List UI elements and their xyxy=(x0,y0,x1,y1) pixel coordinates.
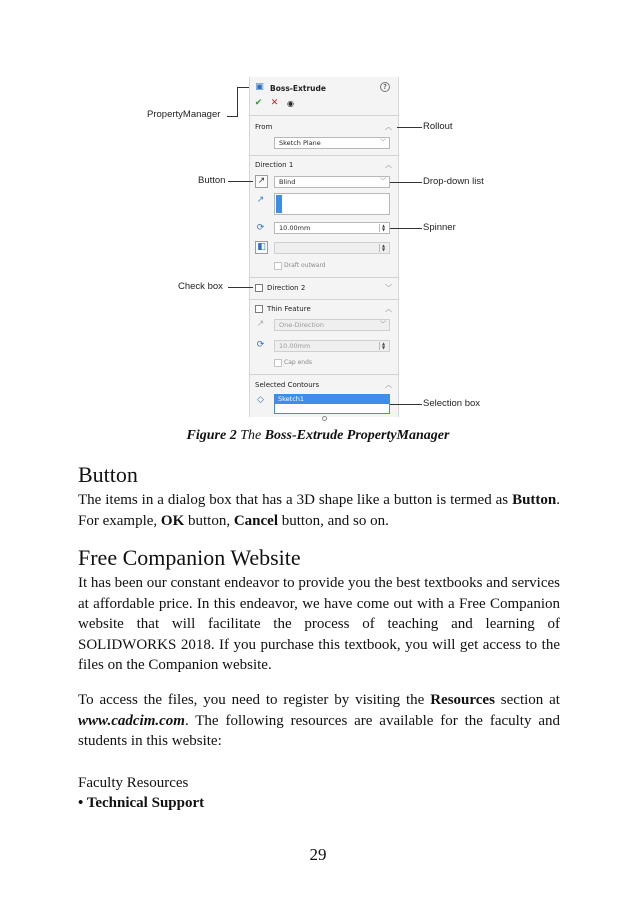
text-run-bold: Button xyxy=(512,492,557,508)
separator xyxy=(250,277,398,278)
chevron-up-icon[interactable]: ︿ xyxy=(385,305,392,313)
callout-check-box: Check box xyxy=(178,281,223,292)
callout-drop-down-list: Drop-down list xyxy=(423,176,484,187)
thin-feature-header: Thin Feature xyxy=(267,305,311,313)
preview-eye-icon[interactable]: ◉ xyxy=(287,99,294,108)
chevron-down-icon: ﹀ xyxy=(379,139,386,146)
end-condition-dropdown[interactable] xyxy=(274,176,390,188)
text-run: section at xyxy=(494,692,560,708)
caption-title: Boss-Extrude PropertyManager xyxy=(264,428,450,443)
website-link[interactable]: www.cadcim.com xyxy=(78,712,185,729)
direction2-header: Direction 2 xyxy=(267,284,306,292)
separator xyxy=(250,299,398,300)
chevron-down-icon[interactable]: ﹀ xyxy=(385,284,392,292)
draft-outward-checkbox xyxy=(274,262,282,270)
thin-type-value: One-Direction xyxy=(279,321,324,329)
draft-button[interactable]: ◧ xyxy=(255,241,268,254)
leader-line xyxy=(237,87,249,88)
separator xyxy=(250,115,398,116)
chevron-up-icon[interactable]: ︿ xyxy=(385,381,392,389)
ok-icon[interactable]: ✔ xyxy=(254,98,263,108)
leader-line xyxy=(228,287,253,288)
callout-property-manager: PropertyManager xyxy=(147,109,221,120)
help-icon[interactable]: ? xyxy=(380,82,390,92)
leader-line xyxy=(227,116,237,117)
figure-caption xyxy=(0,428,636,444)
selected-contours-header: Selected Contours xyxy=(255,381,320,389)
text-run: . The following resources are available for the faculty and students in this website: xyxy=(78,712,560,749)
cancel-icon[interactable]: ✕ xyxy=(270,98,279,108)
text-run: The items in a dialog box that has a 3D shape like a button is termed as xyxy=(78,492,513,508)
text-run: . For example, xyxy=(78,492,560,529)
thin-depth-value: 10.00mm xyxy=(279,342,311,350)
thin-depth-spinner xyxy=(274,340,390,352)
leader-line xyxy=(390,404,422,405)
from-value: Sketch Plane xyxy=(279,139,321,147)
leader-line xyxy=(397,127,422,128)
bullet-technical-support: • Technical Support xyxy=(78,795,205,811)
caption-figure-label: Figure 2 xyxy=(186,428,237,443)
callout-spinner: Spinner xyxy=(423,222,456,233)
button-heading: Button xyxy=(78,462,138,487)
from-header: From xyxy=(255,123,273,131)
selected-item[interactable]: Sketch1 xyxy=(278,395,305,403)
depth-spinner[interactable] xyxy=(274,222,390,234)
separator xyxy=(250,155,398,156)
thin-feature-checkbox[interactable] xyxy=(255,305,263,313)
text-run: To access the files, you need to register by visiting the xyxy=(78,692,431,708)
callout-rollout: Rollout xyxy=(423,121,453,132)
reverse-direction-button[interactable]: ↗ xyxy=(255,175,268,188)
direction-selection-box[interactable] xyxy=(274,193,390,215)
leader-line xyxy=(390,182,422,183)
boss-extrude-icon: ▣ xyxy=(255,82,264,92)
property-manager-panel xyxy=(249,77,399,417)
chevron-down-icon: ﹀ xyxy=(379,178,386,185)
selection-highlight xyxy=(276,195,282,213)
text-run-bold: Cancel xyxy=(233,512,279,529)
text-run-bold: Resources xyxy=(430,692,495,708)
text-run: button, and so on. xyxy=(278,512,389,529)
caption-the: The xyxy=(236,428,265,443)
depth-icon: ⟳ xyxy=(256,223,265,233)
leader-line xyxy=(390,228,422,229)
text-run-bold: OK xyxy=(160,512,185,529)
chevron-down-icon: ﹀ xyxy=(379,321,386,328)
draft-angle-spinner xyxy=(274,242,390,254)
spinner-arrows-icon[interactable]: ▲ ▼ xyxy=(379,224,387,232)
thin-type-dropdown xyxy=(274,319,390,331)
resize-handle[interactable] xyxy=(322,416,327,421)
pm-title: Boss-Extrude xyxy=(270,84,326,93)
spinner-arrows-icon: ▲ ▼ xyxy=(379,244,387,252)
faculty-resources-label: Faculty Resources xyxy=(78,775,189,791)
separator xyxy=(250,374,398,375)
thickness-icon: ⟳ xyxy=(256,340,265,350)
end-condition-value: Blind xyxy=(279,178,296,186)
direction1-header: Direction 1 xyxy=(255,161,294,169)
text-run: button, xyxy=(184,512,234,529)
page-number: 29 xyxy=(309,845,327,864)
website-paragraph-1: It has been our constant endeavor to provide you the best textbooks and services at affordable price. In this endeavor, we have come out with a Free Companion website that will facilitate the process of teaching and learning of SOLIDWORKS 2018. If you purchase this textbook, you will get access to the files on the Companion website. xyxy=(78,575,560,673)
figure-2 xyxy=(0,0,636,443)
website-paragraph-2 xyxy=(78,690,560,752)
draft-outward-label: Draft outward xyxy=(284,262,326,269)
depth-value: 10.00mm xyxy=(279,224,311,232)
chevron-up-icon[interactable]: ︿ xyxy=(385,161,392,169)
cap-ends-label: Cap ends xyxy=(284,359,313,366)
spinner-arrows-icon: ▲ ▼ xyxy=(379,342,387,350)
leader-line xyxy=(237,87,238,117)
direction2-checkbox[interactable] xyxy=(255,284,263,292)
callout-button: Button xyxy=(198,175,226,186)
button-paragraph xyxy=(78,490,560,531)
selection-box[interactable] xyxy=(274,394,390,414)
contour-icon: ◇ xyxy=(257,395,264,405)
thin-direction-icon: ↗ xyxy=(256,319,265,329)
callout-selection-box: Selection box xyxy=(423,398,481,409)
cap-ends-checkbox xyxy=(274,359,282,367)
website-heading: Free Companion Website xyxy=(78,545,301,570)
leader-line xyxy=(228,181,253,182)
chevron-up-icon[interactable]: ︿ xyxy=(385,123,392,131)
direction-vector-icon: ↗ xyxy=(256,195,265,205)
from-dropdown[interactable] xyxy=(274,137,390,149)
